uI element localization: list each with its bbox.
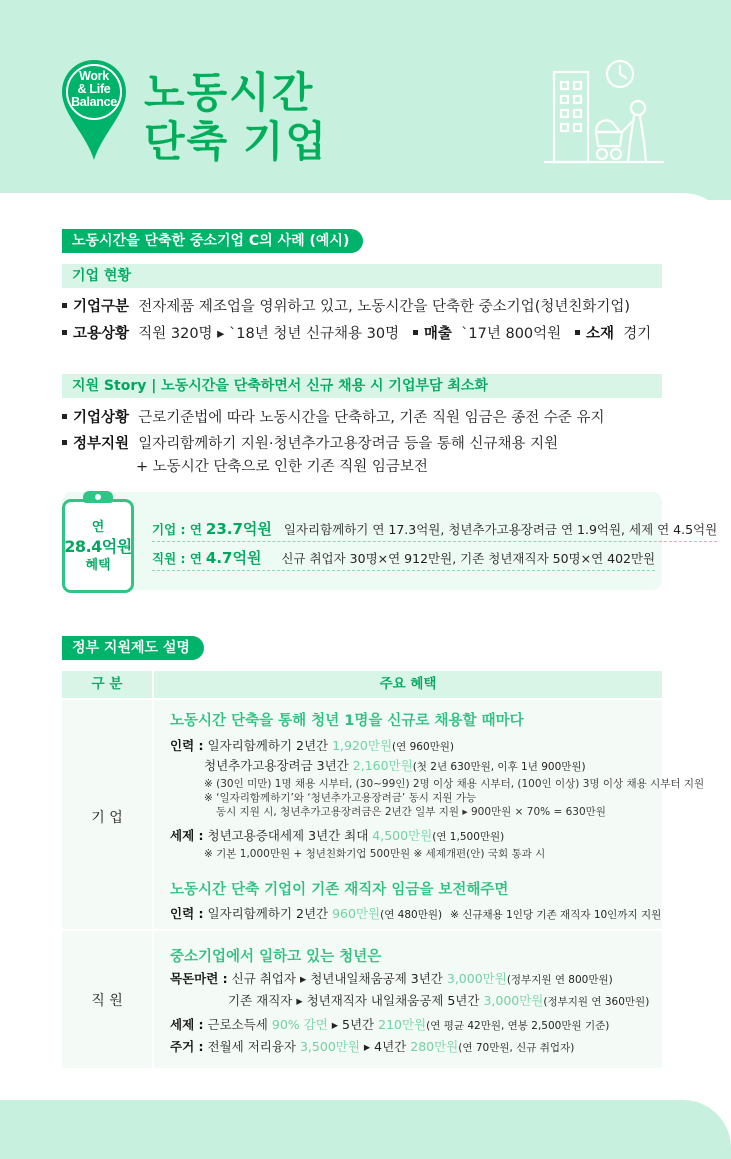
line-note: (연 480만원) [380,909,443,921]
line-note: (첫 2년 630만원, 이후 1년 900만원) [412,761,586,773]
office-worker-illustration [544,58,664,170]
building-icon [544,58,664,170]
benefit-label: 직원 : 연 [152,551,202,566]
bullet-icon [62,440,67,445]
line-text: 청년고용증대세제 3년간 최대 [207,828,369,843]
amount: 3,000만원 [483,993,544,1008]
benefit-amount: 4.7억원 [205,549,262,567]
line-note: (정부지원 연 800만원) [506,974,613,986]
line-text: 일자리함께하기 2년간 [207,906,329,921]
line-label: 인력 : [170,906,204,921]
benefit-line [204,757,586,776]
line-text: ▸ 4년간 [363,1039,407,1054]
bullet-icon [575,330,580,335]
bullet-icon [62,303,67,308]
title-line: 단축 기업 [144,118,328,165]
benefit-line [170,905,661,924]
line-text: 기존 재직자 ▸ 청년재직자 내일채움공제 5년간 [228,993,480,1008]
table-header-benefits: 주요 혜택 [154,671,662,698]
amount: 4,500만원 [372,828,433,843]
total-benefit [62,518,134,575]
footer-background [0,1100,731,1159]
bullet-icon [413,330,418,335]
benefit-amount: 23.7억원 [205,520,272,538]
company-type-row [62,297,630,317]
amount: 3,500만원 [299,1039,360,1054]
clipboard-hole-icon [95,494,101,500]
line-text: 신규 취업자 ▸ 청년내일채움공제 3년간 [231,971,443,986]
case-section-label: 노동시간을 단축한 중소기업 C의 사례 (예시) [62,229,363,253]
badge-line: & Life [77,82,111,96]
line-label: 주거 : [170,1039,204,1054]
company-situation-row [62,408,605,428]
line-label: 세제 : [170,828,204,843]
benefit-detail: 일자리함께하기 연 17.3억원, 청년추가고용장려금 연 1.9억원, 세제 연 4.5억원 [283,522,718,537]
line-label: 목돈마련 : [170,971,228,986]
gov-support-row-cont: + 노동시간 단축으로 인한 기존 직원 임금보전 [136,459,428,475]
line-note: (정부지원 연 360만원) [543,996,650,1008]
row-label: 고용상황 [73,326,130,342]
line-text: ▸ 5년간 [331,1017,375,1032]
bullet-icon [62,414,67,419]
line-label: 세제 : [170,1017,204,1032]
benefit-line [170,1016,609,1035]
benefit-total: 28.4억원 [64,537,132,556]
amount: 280만원 [410,1039,459,1054]
line-text: 전월세 저리융자 [207,1039,296,1054]
benefit-line [170,1038,574,1057]
line-note: (연 70만원, 신규 취업자) [458,1042,575,1054]
line-text: 근로소득세 [207,1017,268,1032]
benefit-heading: 노동시간 단축을 통해 청년 1명을 신규로 채용할 때마다 [170,713,524,729]
amount: 90% 감면 [271,1017,328,1032]
company-benefit-row [152,520,717,542]
gov-support-table [62,671,705,1068]
row-category-company: 기 업 [91,810,123,826]
benefit-detail: 신규 취업자 30명×연 912만원, 기존 청년재직자 50명×연 402만원 [281,551,656,566]
gov-section-label: 정부 지원제도 설명 [62,636,204,660]
row-label: 정부지원 [73,436,130,452]
line-note: (연 평균 42만원, 연봉 2,500만원 기준) [426,1020,610,1032]
note-line: ※ 기본 1,000만원 + 청년친화기업 500만원 ※ 세제개편(안) 국회 통과 시 [204,848,546,860]
row-label: 소재 [586,326,615,342]
benefit-heading: 노동시간 단축 기업이 기존 재직자 임금을 보전해주면 [170,882,509,898]
company-status-bar: 기업 현황 [62,264,662,288]
row-category-worker: 직 원 [91,993,123,1009]
benefit-line [228,992,649,1011]
row-text: `17년 800억원 [461,326,562,342]
row-text: 직원 320명 ▸ `18년 청년 신규채용 30명 [138,326,400,342]
line-note: (연 1,500만원) [432,831,505,843]
row-label: 기업구분 [73,299,130,315]
line-note: ※ 신규채용 1인당 기존 재직자 10인까지 지원 [450,909,662,921]
table-header-category: 구 분 [62,671,152,698]
note-line: ※ (30인 미만) 1명 채용 시부터, (30~99인) 2명 이상 채용 시부터, (100인 이상) 3명 이상 채용 시부터 지원 [204,778,705,790]
line-label: 인력 : [170,738,204,753]
row-label: 매출 [423,326,452,342]
line-text: 일자리함께하기 2년간 [207,738,329,753]
amount: 960만원 [332,906,381,921]
benefit-line [170,737,454,756]
benefit-heading: 중소기업에서 일하고 있는 청년은 [170,949,382,965]
gov-support-row [62,434,558,454]
benefit-unit: 혜택 [85,558,111,573]
amount: 2,160만원 [352,758,413,773]
bullet-icon [62,330,67,335]
amount: 3,000만원 [446,971,507,986]
badge-line: Balance [71,95,117,109]
line-note: (연 960만원) [392,741,455,753]
worker-benefit-row [152,549,655,571]
title-line: 노동시간 [144,69,315,116]
amount: 1,920만원 [332,738,393,753]
benefit-label: 기업 : 연 [152,522,202,537]
row-text: 전자제품 제조업을 영위하고 있고, 노동시간을 단축한 중소기업(청년친화기업) [138,299,631,315]
work-life-balance-badge [60,58,128,162]
amount: 210만원 [378,1017,427,1032]
row-text: 일자리함께하기 지원·청년추가고용장려금 등을 통해 신규채용 지원 [138,436,559,452]
support-story-bar: 지원 Story | 노동시간을 단축하면서 신규 채용 시 기업부담 최소화 [62,374,662,398]
row-text: 근로기준법에 따라 노동시간을 단축하고, 기존 직원 임금은 종전 수준 유지 [138,410,605,426]
line-text: 청년추가고용장려금 3년간 [204,758,349,773]
row-text: 경기 [623,326,652,342]
note-line: ※ ‘일자리함께하기’와 ‘청년추가고용장려금’ 동시 지원 가능 [204,792,477,804]
employment-row [62,324,651,344]
badge-line: Work [79,69,109,83]
note-line: 동시 지원 시, 청년추가고용장려금은 2년간 일부 지원 ▸ 900만원 × 70% = 630만원 [216,806,606,818]
page-title [144,68,328,166]
benefit-year: 연 [91,520,105,535]
benefit-line [170,827,504,846]
row-label: 기업상황 [73,410,130,426]
benefit-line [170,970,613,989]
